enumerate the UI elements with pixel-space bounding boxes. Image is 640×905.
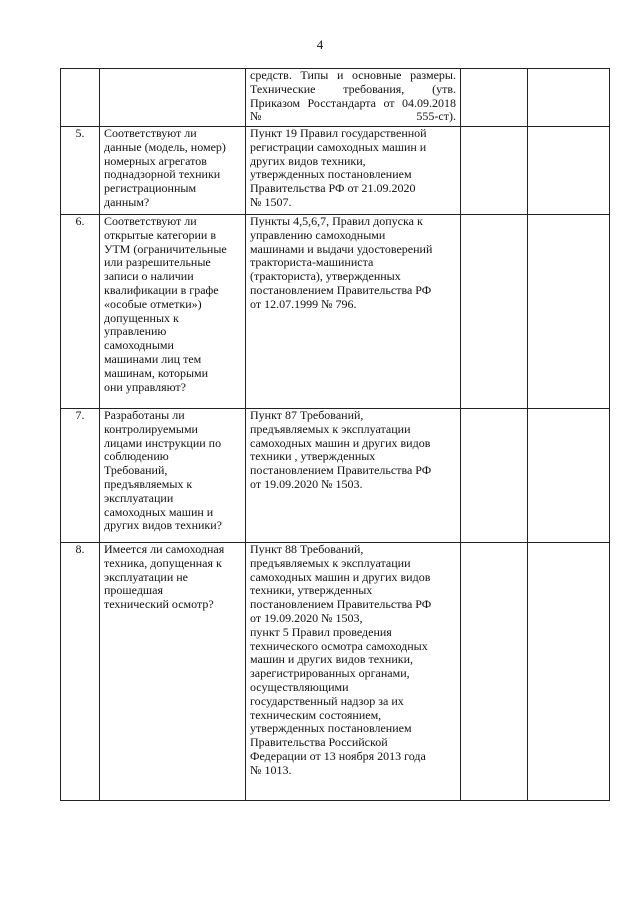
reference-cell: Пункт 87 Требований, предъявляемых к эксплуатации самоходных машин и других видов техники , утвержденных постановлением Правительства РФ от 19.09.2020 № 1503.: [246, 409, 461, 543]
table-row: [61, 215, 610, 409]
question-cell: Соответствуют ли данные (модель, номер) номерных агрегатов поднадзорной техники регистрационным данным?: [100, 127, 246, 215]
question-cell: [100, 69, 246, 127]
note-cell: [528, 127, 610, 215]
row-number-cell: 6.: [61, 215, 100, 409]
answer-cell: [461, 127, 528, 215]
table-row: [61, 543, 610, 801]
row-number-cell: 8.: [61, 543, 100, 801]
answer-cell: [461, 69, 528, 127]
answer-cell: [461, 215, 528, 409]
reference-cell: средств. Типы и основные размеры. Технические требования, (утв. Приказом Росстандарта от 04.09.2018 № 555-ст).: [246, 69, 461, 127]
table-row: [61, 69, 610, 127]
table-row: [61, 409, 610, 543]
row-number-cell: [61, 69, 100, 127]
note-cell: [528, 543, 610, 801]
reference-cell: Пункт 88 Требований, предъявляемых к эксплуатации самоходных машин и других видов техники, утвержденных постановлением Правительства РФ от 19.09.2020 № 1503, пункт 5 Правил проведения технического осмотра самоходных машин и других видов техники, зарегистрированных органами, осуществляющими государственный надзор за их техническим состоянием, утвержденных постановлением Правительства Российской Федерации от 13 ноября 2013 года № 1013.: [246, 543, 461, 801]
answer-cell: [461, 543, 528, 801]
note-cell: [528, 409, 610, 543]
row-number-cell: 7.: [61, 409, 100, 543]
question-cell: Соответствуют ли открытые категории в УТМ (ограничительные или разрешительные записи о наличии квалификации в графе «особые отметки») допущенных к управлению самоходными машинами лиц тем машинам, которыми они управляют?: [100, 215, 246, 409]
note-cell: [528, 69, 610, 127]
page-number: 4: [316, 37, 324, 52]
note-cell: [528, 215, 610, 409]
checklist-table: [60, 68, 610, 801]
table-row: [61, 127, 610, 215]
row-number-cell: 5.: [61, 127, 100, 215]
reference-cell: Пункт 19 Правил государственной регистрации самоходных машин и других видов техники, утвержденных постановлением Правительства РФ от 21.09.2020 № 1507.: [246, 127, 461, 215]
question-cell: Имеется ли самоходная техника, допущенная к эксплуатации не прошедшая технический осмотр?: [100, 543, 246, 801]
answer-cell: [461, 409, 528, 543]
reference-cell: Пункты 4,5,6,7, Правил допуска к управлению самоходными машинами и выдачи удостоверений тракториста-машиниста (тракториста), утвержденных постановлением Правительства РФ от 12.07.1999 № 796.: [246, 215, 461, 409]
question-cell: Разработаны ли контролируемыми лицами инструкции по соблюдению Требований, предъявляемых к эксплуатации самоходных машин и других видов техники?: [100, 409, 246, 543]
